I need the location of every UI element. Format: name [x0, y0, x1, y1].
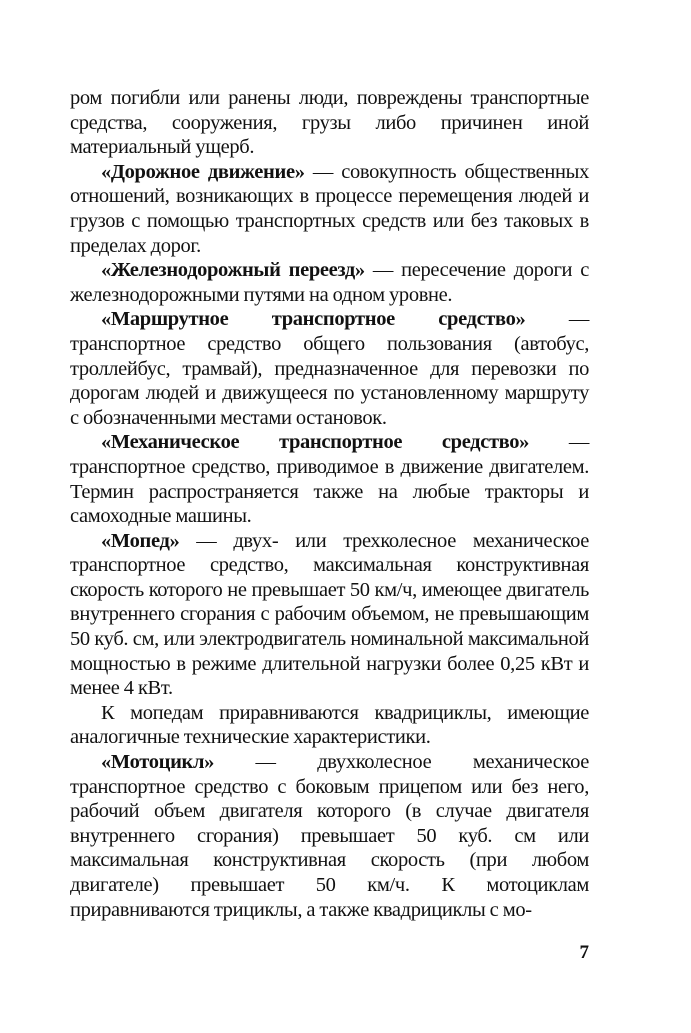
definition-text: — двух- или трехколесное механическое транспортное средство, максимальная конструктивная скорость которого не превышает 50 км/ч, имеющее двигатель внутреннего сгорания с рабочим объемом, не превышающим 50 куб. см, или электродвигатель номинальной максимальной мощностью в режиме длительной нагрузки более 0,25 кВт и менее 4 кВт. — [70, 529, 589, 700]
defined-term: «Механическое транспортное средство» — [101, 431, 530, 454]
defined-term: «Маршрутное транспортное средство» — [101, 308, 526, 331]
definition-railway-crossing — [70, 258, 589, 307]
definition-text: — транспортное средство общего пользования (автобус, троллейбус, трамвай), предназначенное для перевозки по дорогам людей и движущееся по установленному маршруту с обозначенными местами остановок. — [70, 308, 589, 429]
definition-motorcycle — [70, 750, 589, 922]
definition-text: — пересечение дороги с железнодорожными путями на одном уровне. — [70, 259, 589, 306]
page-number: 7 — [579, 942, 589, 963]
defined-term: «Мотоцикл» — [101, 751, 215, 774]
definition-text: — совокупность общественных отношений, возникающих в процессе перемещения людей и грузов с помощью транспортных средств или без таковых в пределах дорог. — [70, 160, 589, 257]
definition-road-traffic — [70, 160, 589, 258]
page-text-body — [70, 86, 589, 922]
definition-route-vehicle — [70, 307, 589, 430]
defined-term: «Мопед» — [101, 529, 180, 552]
definition-moped — [70, 529, 589, 701]
paragraph-text: ром погибли или ранены люди, повреждены транспортные средства, сооружения, грузы либо причинен иной материальный ущерб. — [70, 87, 589, 159]
paragraph-text: К мопедам приравниваются квадрициклы, имеющие аналогичные технические характеристики. — [70, 701, 589, 749]
definition-text: — двухколесное механическое транспортное средство с боковым прицепом или без него, рабочий объем двигателя которого (в случае двигателя внутреннего сгорания) превышает 50 куб. см или максимальная конструктивная скорость (при любом двигателе) превышает 50 км/ч. К мотоциклам приравниваются трициклы, а также квадрициклы с мо- — [70, 751, 589, 921]
defined-term: «Дорожное движение» — [101, 160, 305, 183]
definition-motor-vehicle — [70, 430, 589, 528]
paragraph-moped-note — [70, 701, 589, 750]
defined-term: «Железнодорожный переезд» — [101, 259, 365, 282]
definition-text: — транспортное средство, приводимое в движение двигателем. Термин распространяется также на любые тракторы и самоходные машины. — [70, 431, 589, 528]
paragraph-continuation — [70, 86, 589, 160]
